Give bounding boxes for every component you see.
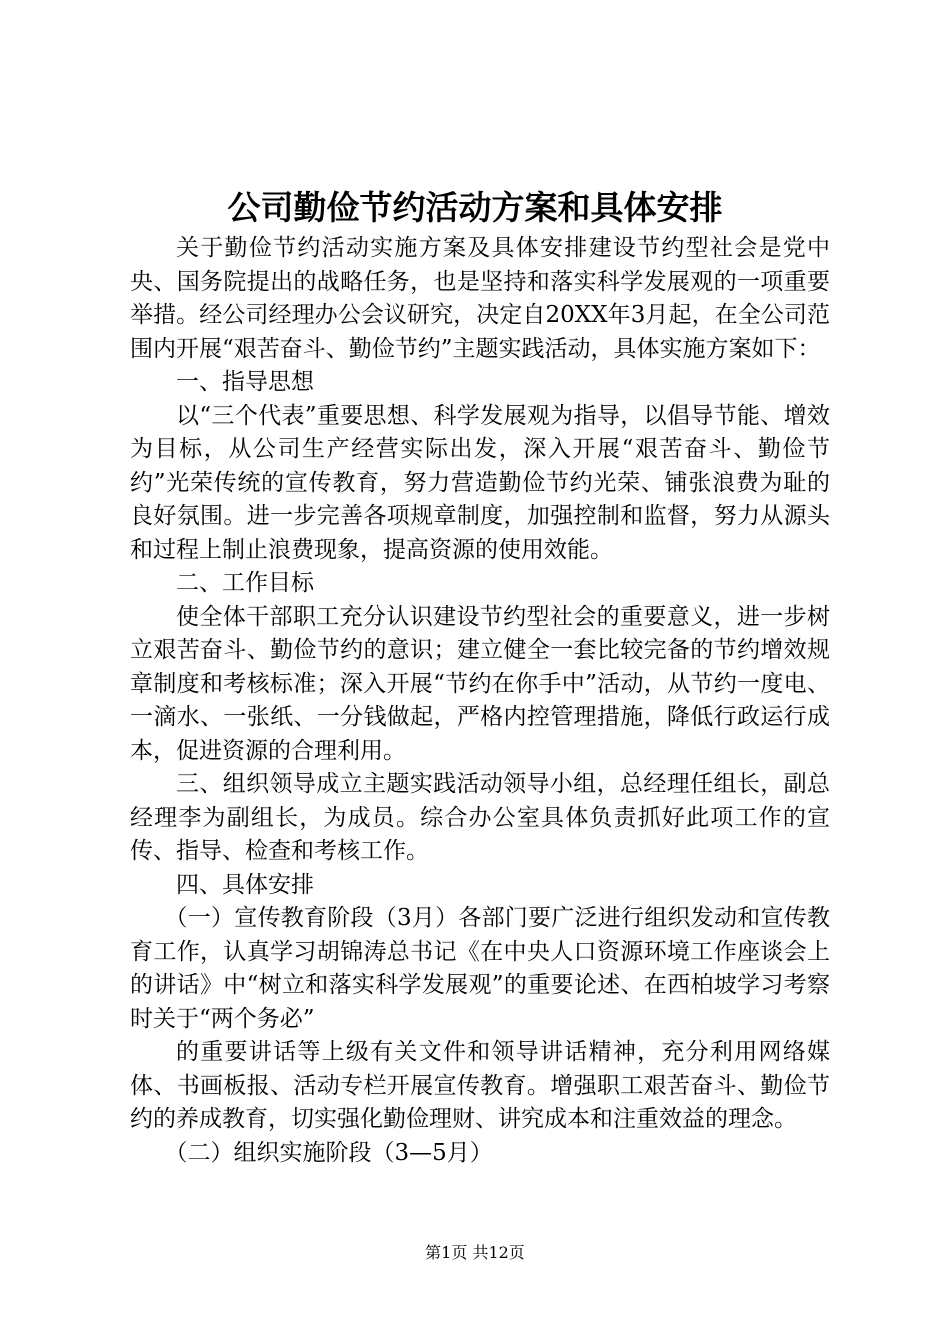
paragraph-guiding-thought: 以“三个代表”重要思想、科学发展观为指导，以倡导节能、增效为目标，从公司生产经营实际出发，深入开展“艰苦奋斗、勤俭节约”光荣传统的宣传教育，努力营造勤俭节约光荣、铺张浪费为耻的良好氛围。进一步完善各项规章制度，加强控制和监督，努力从源头和过程上制止浪费现象，提高资源的使用效能。: [130, 402, 830, 563]
section-heading-guiding-thought: 一、指导思想: [176, 369, 314, 395]
paragraph-work-goals: 使全体干部职工充分认识建设节约型社会的重要意义，进一步树立艰苦奋斗、勤俭节约的意识；建立健全一套比较完备的节约增效规章制度和考核标准；深入开展“节约在你手中”活动，从节约一度电、一滴水、一张纸、一分钱做起，严格内控管理措施，降低行政运行成本，促进资源的合理利用。: [130, 603, 830, 764]
section-heading-arrangements: 四、具体安排: [176, 871, 314, 898]
section-heading-implementation-stage: （二）组织实施阶段（3—5月）: [164, 1139, 493, 1166]
paragraph-publicity-stage-continued: 的重要讲话等上级有关文件和领导讲话精神，充分利用网络媒体、书画板报、活动专栏开展宣传教育。增强职工艰苦奋斗、勤俭节约的养成教育，切实强化勤俭理财、讲究成本和注重效益的理念。: [130, 1039, 830, 1132]
paragraph-organization-leadership: 三、组织领导成立主题实践活动领导小组，总经理任组长，副总经理李为副组长，为成员。综合办公室具体负责抓好此项工作的宣传、指导、检查和考核工作。: [130, 771, 830, 864]
intro-paragraph: 关于勤俭节约活动实施方案及具体安排建设节约型社会是党中央、国务院提出的战略任务，也是坚持和落实科学发展观的一项重要举措。经公司经理办公会议研究，决定自20XX年3月起，在全公司范围内开展“艰苦奋斗、勤俭节约”主题实践活动，具体实施方案如下：: [130, 235, 830, 362]
document-title: 公司勤俭节约活动方案和具体安排: [227, 188, 723, 227]
page-footer: 第1页 共12页: [425, 1243, 525, 1262]
document-body: [130, 232, 830, 1170]
section-heading-work-goals: 二、工作目标: [176, 570, 314, 596]
paragraph-publicity-stage: （一）宣传教育阶段（3月）各部门要广泛进行组织发动和宣传教育工作，认真学习胡锦涛总书记《在中央人口资源环境工作座谈会上的讲话》中“树立和落实科学发展观”的重要论述、在西柏坡学习考察时关于“两个务必”: [130, 905, 830, 1032]
